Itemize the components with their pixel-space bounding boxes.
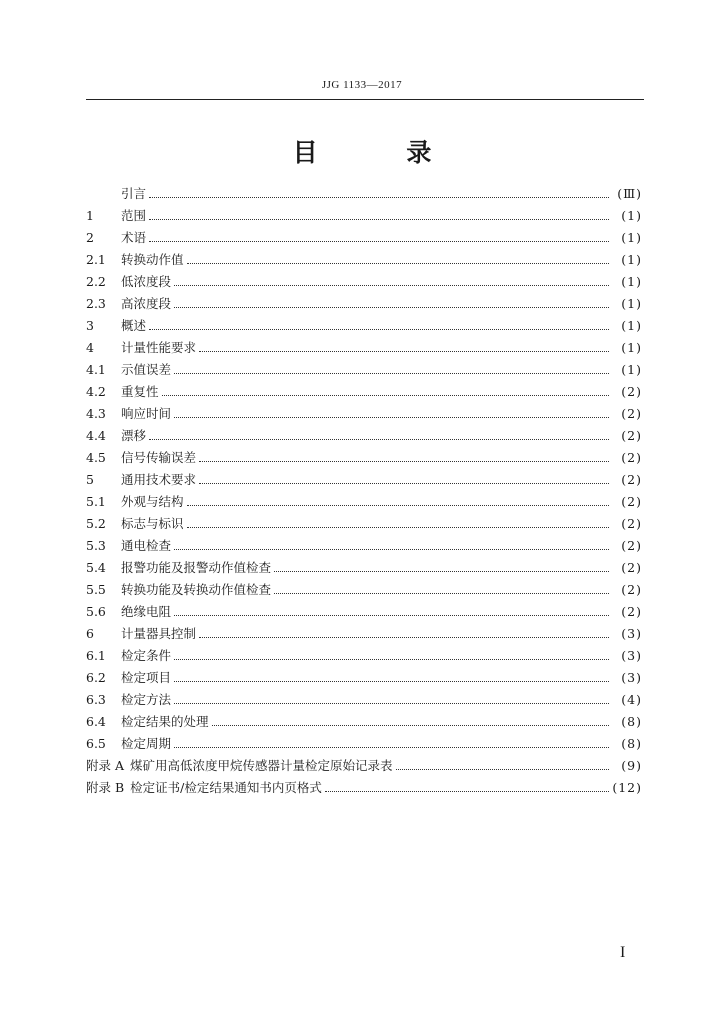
toc-entry-title: 检定条件	[121, 648, 172, 663]
toc-page-number: (12)	[612, 780, 642, 795]
toc-leader-dots	[149, 197, 609, 198]
toc-leader-dots	[174, 615, 609, 616]
header-rule	[86, 99, 644, 100]
toc-entry[interactable]	[86, 205, 642, 227]
toc-entry[interactable]	[86, 755, 642, 777]
toc-entry-title: 范围	[121, 208, 147, 223]
toc-section-number: 5.3	[86, 538, 106, 553]
toc-page-number: (2)	[621, 428, 642, 443]
toc-entry[interactable]	[86, 579, 642, 601]
toc-leader-dots	[162, 395, 609, 396]
toc-section-number: 2.1	[86, 252, 106, 267]
toc-leader-dots	[174, 285, 609, 286]
toc-section-number: 4.3	[86, 406, 106, 421]
toc-page-number: (1)	[621, 274, 642, 289]
toc-section-number: 6.4	[86, 714, 106, 729]
toc-leader-dots	[199, 483, 609, 484]
toc-leader-dots	[174, 681, 609, 682]
toc-entry[interactable]	[86, 403, 642, 425]
toc-page-number: (1)	[621, 296, 642, 311]
page-number: I	[620, 944, 626, 961]
toc-entry[interactable]	[86, 425, 642, 447]
toc-entry[interactable]	[86, 227, 642, 249]
toc-entry-title: 响应时间	[121, 406, 172, 421]
toc-entry[interactable]	[86, 513, 642, 535]
toc-entry-title: 检定结果的处理	[121, 714, 209, 729]
toc-leader-dots	[149, 329, 609, 330]
toc-section-number: 5.5	[86, 582, 106, 597]
toc-entry[interactable]	[86, 623, 642, 645]
toc-page-number: (2)	[621, 384, 642, 399]
toc-entry-title: 计量性能要求	[121, 340, 197, 355]
toc-page-number: (1)	[621, 318, 642, 333]
toc-section-number: 4.2	[86, 384, 106, 399]
toc-section-number: 5	[86, 472, 94, 487]
toc-entry[interactable]	[86, 557, 642, 579]
toc-entry[interactable]	[86, 733, 642, 755]
toc-appendix-prefix: 附录 B	[86, 780, 125, 795]
toc-entry[interactable]	[86, 535, 642, 557]
toc-leader-dots	[149, 219, 609, 220]
toc-entry-title: 外观与结构	[121, 494, 184, 509]
toc-entry[interactable]	[86, 337, 642, 359]
toc-leader-dots	[174, 703, 609, 704]
toc-leader-dots	[174, 373, 609, 374]
toc-leader-dots	[174, 659, 609, 660]
toc-leader-dots	[396, 769, 609, 770]
toc-entry[interactable]	[86, 491, 642, 513]
toc-section-number: 5.1	[86, 494, 106, 509]
toc-entry[interactable]	[86, 711, 642, 733]
toc-entry[interactable]	[86, 469, 642, 491]
toc-section-number: 6.3	[86, 692, 106, 707]
toc-section-number: 4	[86, 340, 94, 355]
toc-entry-title: 通电检查	[121, 538, 172, 553]
toc-entry-title: 检定方法	[121, 692, 172, 707]
toc-section-number: 3	[86, 318, 94, 333]
toc-section-number: 1	[86, 208, 94, 223]
toc-section-number: 5.4	[86, 560, 106, 575]
toc-leader-dots	[199, 637, 609, 638]
toc-entry-title: 概述	[121, 318, 147, 333]
page-title: 目 录	[292, 138, 472, 167]
toc-section-number: 5.2	[86, 516, 106, 531]
toc-section-number: 4.4	[86, 428, 106, 443]
toc-entry-title: 低浓度段	[121, 274, 172, 289]
toc-entry-title: 高浓度段	[121, 296, 172, 311]
toc-leader-dots	[274, 593, 609, 594]
toc-page-number: (Ⅲ)	[617, 186, 642, 201]
toc-leader-dots	[187, 505, 609, 506]
toc-entry[interactable]	[86, 359, 642, 381]
toc-section-number: 2	[86, 230, 94, 245]
toc-section-number: 4.5	[86, 450, 106, 465]
toc-entry[interactable]	[86, 447, 642, 469]
toc-leader-dots	[187, 527, 609, 528]
toc-leader-dots	[149, 241, 609, 242]
toc-page-number: (1)	[621, 340, 642, 355]
toc-page-number: (1)	[621, 252, 642, 267]
toc-entry-title: 转换动作值	[121, 252, 184, 267]
toc-entry-title: 引言	[121, 186, 147, 201]
document-code-header: JJG 1133—2017	[321, 79, 403, 91]
toc-page-number: (8)	[621, 714, 642, 729]
toc-entry[interactable]	[86, 601, 642, 623]
toc-page-number: (3)	[621, 670, 642, 685]
toc-entry-title: 检定项目	[121, 670, 172, 685]
toc-entry[interactable]	[86, 645, 642, 667]
toc-entry-title: 术语	[121, 230, 147, 245]
toc-section-number: 2.3	[86, 296, 106, 311]
toc-page-number: (1)	[621, 362, 642, 377]
toc-page-number: (2)	[621, 406, 642, 421]
toc-leader-dots	[174, 417, 609, 418]
toc-entry-title: 转换功能及转换动作值检查	[121, 582, 272, 597]
toc-entry[interactable]	[86, 249, 642, 271]
toc-page-number: (2)	[621, 560, 642, 575]
toc-leader-dots	[274, 571, 609, 572]
toc-appendix-prefix: 附录 A	[86, 758, 125, 773]
toc-page-number: (2)	[621, 582, 642, 597]
toc-leader-dots	[199, 461, 609, 462]
toc-entry[interactable]	[86, 689, 642, 711]
toc-entry-title: 漂移	[121, 428, 147, 443]
toc-section-number: 5.6	[86, 604, 106, 619]
toc-page-number: (4)	[621, 692, 642, 707]
toc-page-number: (2)	[621, 604, 642, 619]
toc-page-number: (2)	[621, 494, 642, 509]
toc-entry-title: 检定证书/检定结果通知书内页格式	[130, 780, 322, 795]
toc-entry-title: 计量器具控制	[121, 626, 197, 641]
toc-entry-title: 示值误差	[121, 362, 172, 377]
toc-section-number: 2.2	[86, 274, 106, 289]
toc-page-number: (1)	[621, 208, 642, 223]
toc-page-number: (9)	[621, 758, 642, 773]
toc-leader-dots	[174, 747, 609, 748]
toc-leader-dots	[325, 791, 609, 792]
toc-section-number: 4.1	[86, 362, 106, 377]
toc-leader-dots	[149, 439, 609, 440]
toc-entry-title: 检定周期	[121, 736, 172, 751]
toc-page-number: (2)	[621, 516, 642, 531]
toc-entry[interactable]	[86, 381, 642, 403]
toc-entry-title: 信号传输误差	[121, 450, 197, 465]
toc-entry-title: 标志与标识	[121, 516, 184, 531]
toc-entry-title: 报警功能及报警动作值检查	[121, 560, 272, 575]
table-of-contents	[86, 183, 642, 799]
toc-page-number: (8)	[621, 736, 642, 751]
toc-entry[interactable]	[86, 271, 642, 293]
toc-page-number: (2)	[621, 450, 642, 465]
toc-entry-title: 通用技术要求	[121, 472, 197, 487]
toc-section-number: 6	[86, 626, 94, 641]
toc-leader-dots	[174, 549, 609, 550]
toc-entry[interactable]	[86, 293, 642, 315]
toc-page-number: (1)	[621, 230, 642, 245]
toc-leader-dots	[199, 351, 609, 352]
toc-section-number: 6.1	[86, 648, 106, 663]
toc-entry[interactable]	[86, 183, 642, 205]
toc-leader-dots	[212, 725, 609, 726]
toc-page-number: (3)	[621, 626, 642, 641]
toc-section-number: 6.5	[86, 736, 106, 751]
toc-leader-dots	[174, 307, 609, 308]
toc-entry-title: 煤矿用高低浓度甲烷传感器计量检定原始记录表	[130, 758, 393, 773]
toc-entry-title: 重复性	[121, 384, 159, 399]
toc-section-number: 6.2	[86, 670, 106, 685]
toc-page-number: (2)	[621, 472, 642, 487]
toc-entry[interactable]	[86, 777, 642, 799]
toc-entry-title: 绝缘电阻	[121, 604, 172, 619]
toc-entry[interactable]	[86, 667, 642, 689]
toc-page-number: (3)	[621, 648, 642, 663]
toc-entry[interactable]	[86, 315, 642, 337]
toc-leader-dots	[187, 263, 609, 264]
toc-page-number: (2)	[621, 538, 642, 553]
